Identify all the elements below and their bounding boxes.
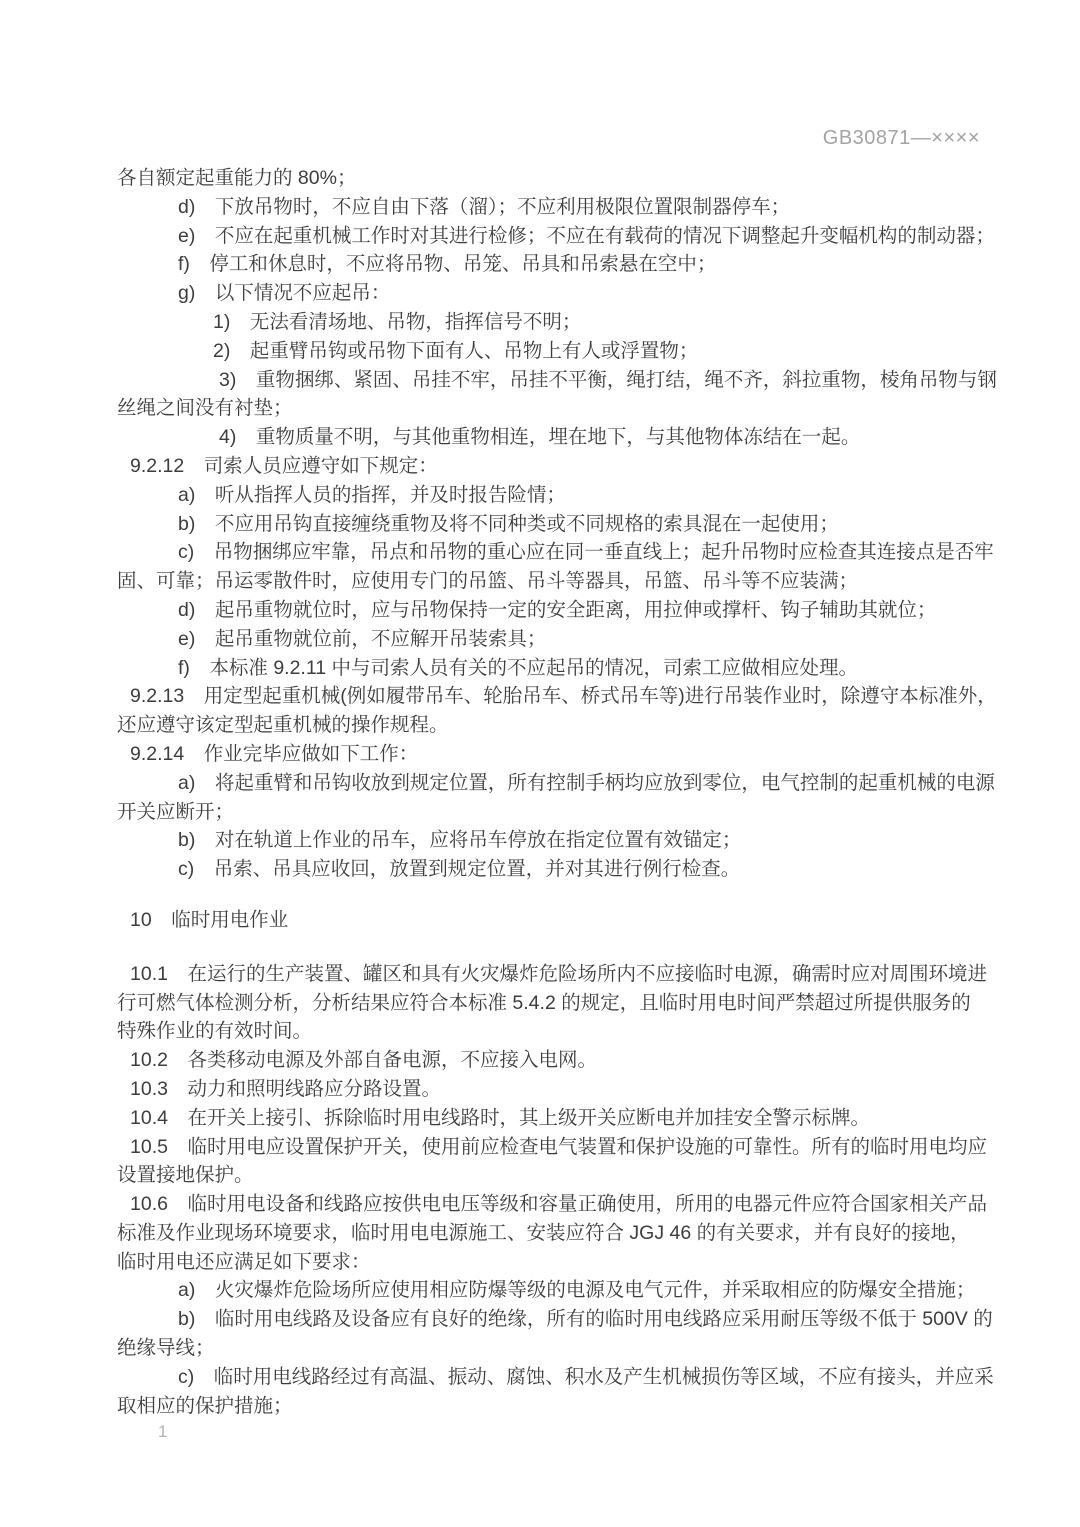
- list-item-d: d) 下放吊物时，不应自由下落（溜）；不应利用极限位置限制器停车；: [178, 195, 791, 218]
- text-line: 取相应的保护措施；: [117, 1394, 293, 1417]
- list-item-e: e) 不应在起重机械工作时对其进行检修；不应在有载荷的情况下调整起升变幅机构的制动器；: [178, 224, 995, 247]
- clause-10-1: 10.1 在运行的生产装置、罐区和具有火灾爆炸危险场所内不应接临时电源，确需时应对周围环境进: [130, 962, 987, 985]
- clause-10-4: 10.4 在开关上接引、拆除临时用电线路时，其上级开关应断电并加挂安全警示标牌。: [130, 1106, 870, 1129]
- sub-item-1: 1) 无法看清场地、吊物，指挥信号不明；: [213, 310, 582, 333]
- clause-9-2-14: 9.2.14 作业完毕应做如下工作：: [130, 742, 419, 765]
- clause-10-3: 10.3 动力和照明线路应分路设置。: [130, 1077, 441, 1100]
- list-item-a: a) 火灾爆炸危险场所应使用相应防爆等级的电源及电气元件，并采取相应的防爆安全措施；: [178, 1279, 976, 1302]
- text-line: 各自额定起重能力的 80%；: [117, 167, 357, 189]
- list-item-f: f) 本标准 9.2.11 中与司索人员有关的不应起吊的情况，司索工应做相应处理。: [178, 656, 859, 679]
- text-line: 固、可靠；吊运零散件时，应使用专门的吊篮、吊斗等器具，吊篮、吊斗等不应装满；: [117, 570, 859, 593]
- doc-number: GB30871—××××: [822, 127, 980, 149]
- list-item-b: b) 临时用电线路及设备应有良好的绝缘，所有的临时用电线路应采用耐压等级不低于 500V 的: [178, 1308, 993, 1331]
- clause-9-2-12: 9.2.12 司索人员应遵守如下规定：: [130, 454, 438, 477]
- list-item-d: d) 起吊重物就位时，应与吊物保持一定的安全距离，用拉伸或撑杆、钩子辅助其就位；: [178, 598, 937, 621]
- list-item-e: e) 起吊重物就位前，不应解开吊装索具；: [178, 627, 547, 650]
- list-item-g: g) 以下情况不应起吊：: [178, 282, 391, 305]
- clause-9-2-13: 9.2.13 用定型起重机械(例如履带吊车、轮胎吊车、桥式吊车等)进行吊装作业时，除遵守本标准外，: [130, 685, 997, 708]
- list-item-c: c) 吊索、吊具应收回，放置到规定位置，并对其进行例行检查。: [178, 858, 741, 881]
- document-body: [117, 164, 1040, 1420]
- list-item-b: b) 不应用吊钩直接缠绕重物及将不同种类或不同规格的索具混在一起使用；: [178, 512, 839, 535]
- list-item-c: c) 吊物捆绑应牢靠，吊点和吊物的重心应在同一垂直线上；起升吊物时应检查其连接点是否牢: [178, 541, 994, 564]
- sub-item-2: 2) 起重臂吊钩或吊物下面有人、吊物上有人或浮置物；: [213, 339, 699, 362]
- section-10-heading: 10 临时用电作业: [130, 908, 289, 931]
- list-item-b: b) 对在轨道上作业的吊车，应将吊车停放在指定位置有效锚定；: [178, 829, 742, 852]
- text-line: 绝缘导线；: [117, 1337, 215, 1360]
- list-item-a: a) 将起重臂和吊钩收放到规定位置，所有控制手柄均应放到零位，电气控制的起重机械的电源: [178, 771, 995, 794]
- text-line: 特殊作业的有效时间。: [117, 1020, 313, 1043]
- text-line: 开关应断开；: [117, 800, 235, 823]
- text-line: 行可燃气体检测分析，分析结果应符合本标准 5.4.2 的规定，且临时用电时间严禁超过所提供服务的: [117, 991, 971, 1014]
- list-item-c: c) 临时用电线路经过有高温、振动、腐蚀、积水及产生机械损伤等区域，不应有接头，并应采: [178, 1365, 994, 1388]
- sub-item-4: 4) 重物质量不明，与其他重物相连，埋在地下，与其他物体冻结在一起。: [219, 426, 861, 449]
- clause-10-5: 10.5 临时用电应设置保护开关，使用前应检查电气装置和保护设施的可靠性。所有的临时用电均应: [130, 1135, 987, 1158]
- page-number: 1: [158, 1422, 168, 1441]
- text-line: 还应遵守该定型起重机械的操作规程。: [117, 714, 449, 737]
- text-line: 标准及作业现场环境要求，临时用电电源施工、安装应符合 JGJ 46 的有关要求，并有良好的接地，: [117, 1221, 970, 1244]
- sub-item-3: 3) 重物捆绑、紧固、吊挂不牢，吊挂不平衡，绳打结，绳不齐，斜拉重物，棱角吊物与钢: [219, 368, 997, 391]
- text-line: 设置接地保护。: [117, 1164, 254, 1187]
- list-item-f: f) 停工和休息时，不应将吊物、吊笼、吊具和吊索悬在空中；: [178, 253, 717, 276]
- text-line: 丝绳之间没有衬垫；: [117, 397, 293, 420]
- clause-10-2: 10.2 各类移动电源及外部自备电源，不应接入电网。: [130, 1049, 597, 1072]
- list-item-a: a) 听从指挥人员的指挥，并及时报告险情；: [178, 483, 566, 506]
- clause-10-6: 10.6 临时用电设备和线路应按供电电压等级和容量正确使用，所用的电器元件应符合国家相关产品: [130, 1193, 987, 1216]
- text-line: 临时用电还应满足如下要求：: [117, 1250, 371, 1273]
